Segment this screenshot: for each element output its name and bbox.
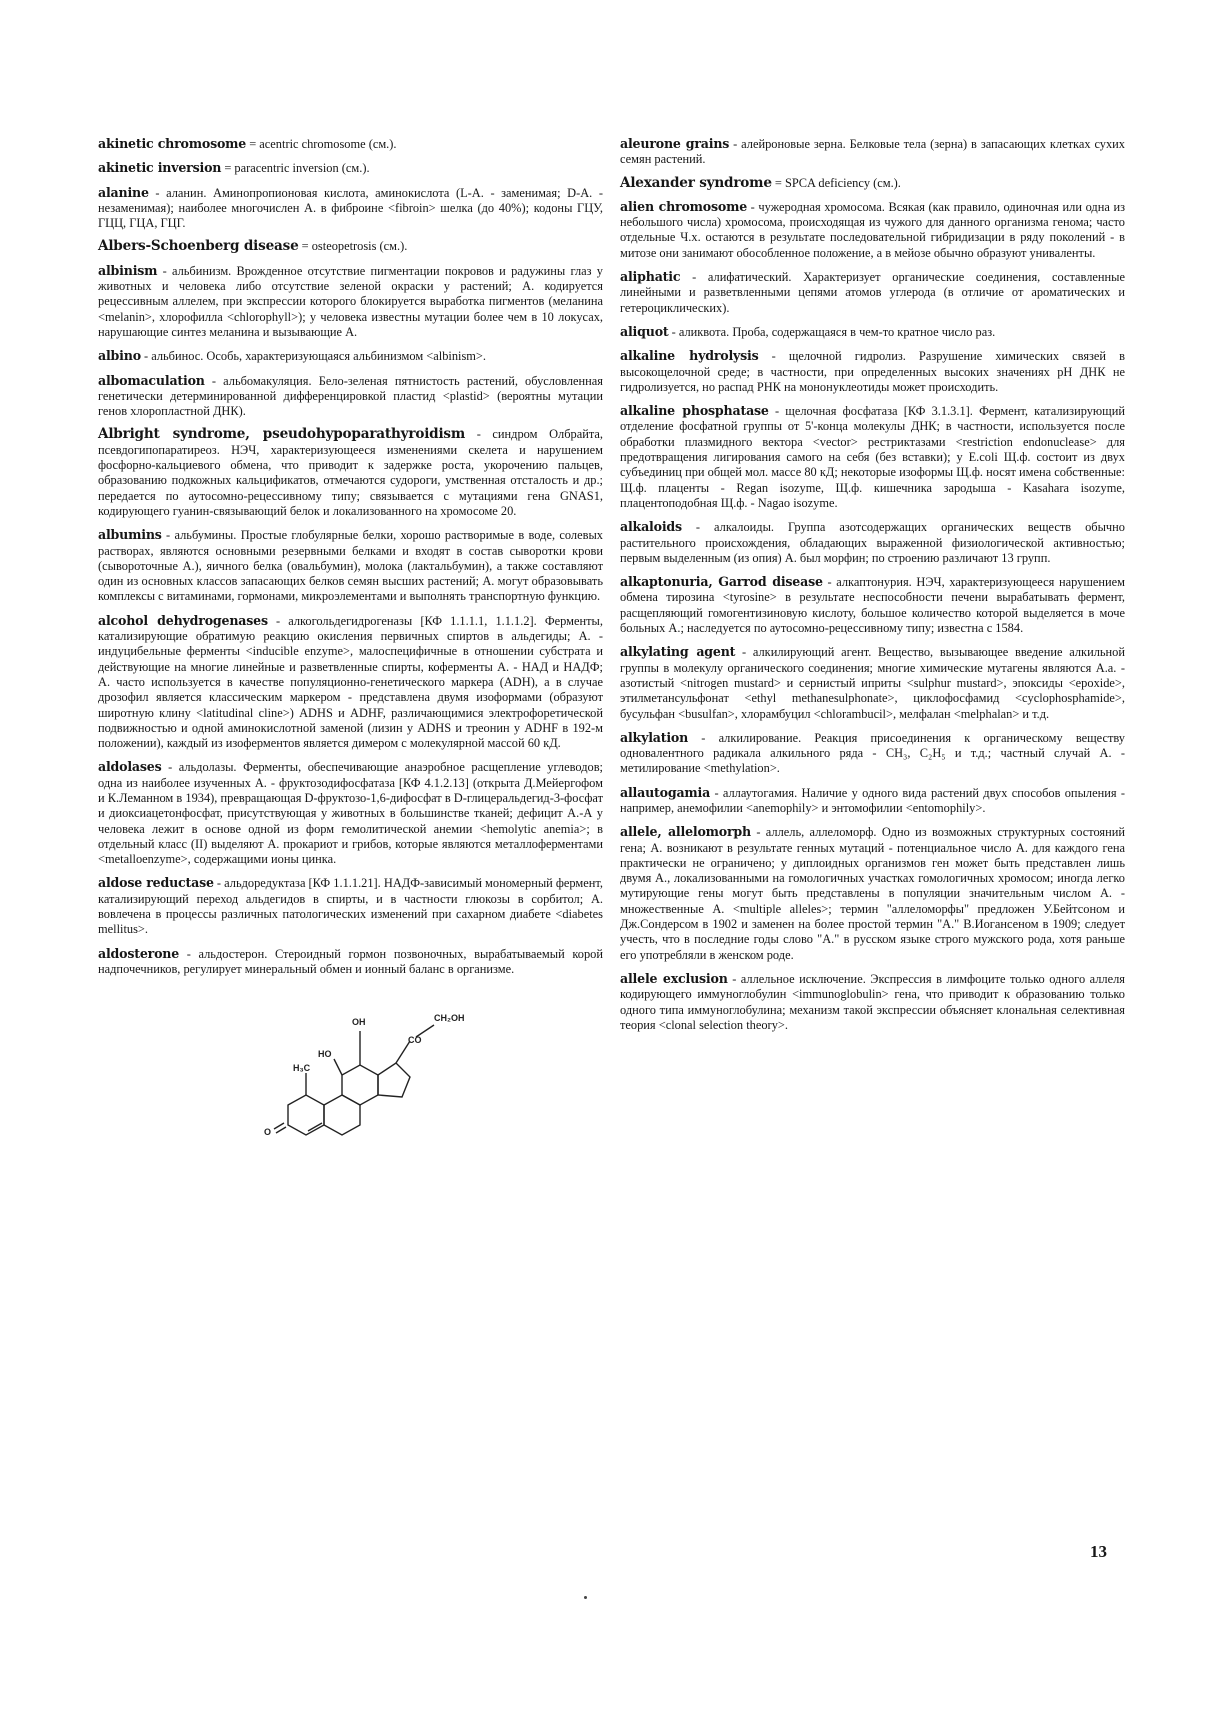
entry-allautogamia — [620, 785, 1125, 817]
page-number: 13 — [1090, 1542, 1107, 1561]
left-column — [98, 136, 603, 1165]
entry-albumins — [98, 527, 603, 604]
keto-bond — [274, 1123, 284, 1129]
definition: - альбинос. Особь, характеризующаяся альбинизмом <albinism>. — [144, 349, 487, 364]
headword: alkaline phosphatase — [620, 403, 769, 419]
entry-alcohol-dehydrogenases — [98, 613, 603, 752]
definition: - щелочная фосфатаза [КФ 3.1.3.1]. Фермент, катализирующий отделение фосфатной группы от 5'-конца молекулы ДНК; в частности, используется после обработки плазмидного вектора <vector> рестриктазами <restriction endonuclease> для предотвращения лигирования самого на себя (без вставки); у E.coli Щ.ф. состоит из двух субъединиц при общей мол. массе 80 кД; некоторые изоформы Щ.ф. носят имена собственные: Щ.ф. плаценты - Regan isozyme, Щ.ф. кишечника зародыша - Kasahara isozyme, плацентоподобная Щ.ф. - Nagao isozyme. — [620, 404, 1125, 510]
entry-akinetic-chromosome — [98, 136, 603, 152]
entry-allele — [620, 824, 1125, 963]
definition: - альдостерон. Стероидный гормон позвоночных, вырабатываемый корой надпочечников, регулирует минеральный обмен и ионный баланс в организме. — [98, 946, 603, 976]
scan-speck — [584, 1596, 587, 1599]
definition: - аллаутогамия. Наличие у одного вида растений двух способов опыления - например, анемофилии <anemophily> и энтомофилии <entomophily>. — [620, 785, 1125, 815]
headword: Albers-Schoenberg disease — [98, 238, 299, 255]
definition: - аликвота. Проба, содержащаяся в чем-то кратное число раз. — [671, 324, 996, 339]
definition: - аллель, аллеломорф. Одно из возможных структурных состояний гена; А. возникают в результате генных мутаций - потенциальное число А. для каждого гена практически не ограничено; у диплоидных организмов ген может быть представлен лишь двумя А., локализованными на гомологичных участках гомологичных хромосом; иногда легко мутирующие гены могут быть представлены в популяции значительным числом А. - множественные А. <multiple alleles>; термин "аллеломорфы" предложен У.Бейтсоном и Дж.Сондерсом в 1902 и заменен на более простой термин "А." В.Иогансеном в 1909; следует учесть, что в последние годы слово "А." в русском языке строго мужского рода, хотя раньше его употребляли в женском роде. — [620, 825, 1125, 962]
entry-albright-syndrome — [98, 427, 603, 519]
entry-albinism — [98, 263, 603, 340]
entry-akinetic-inversion — [98, 160, 603, 176]
headword: aliphatic — [620, 269, 681, 285]
right-column — [620, 136, 1125, 1041]
headword: aliquot — [620, 323, 669, 339]
entry-alexander-syndrome — [620, 176, 1125, 191]
definition: - алкилирование. Реакция присоединения к органическому веществу одновалентного радикала алкильного ряда - CH₃, C₂H₅ и т.д.; частный случай А. - метилирование <methylation>. — [620, 730, 1125, 776]
definition: - альбинизм. Врожденное отсутствие пигментации покровов и радужины глаз у животных и человека либо отсутствие зеленой окраски у растений; А. кодируется рецессивным аллелем, при экспрессии которого блокируется выработка пигментов (меланина <melanin>, хлорофилла <chlorophyll>); у человека известны мутации более чем в 10 локусах, нарушающие синтез меланина и вызывающие А. — [98, 263, 604, 339]
oh-label: OH — [352, 1017, 366, 1028]
entry-alkaline-phosphatase — [620, 403, 1125, 511]
entry-aliphatic — [620, 269, 1125, 316]
headword: alanine — [98, 184, 149, 200]
ring-a — [288, 1095, 324, 1135]
headword: aleurone grains — [620, 136, 730, 151]
h3c-label: H₃C — [293, 1063, 311, 1074]
headword: alkylating agent — [620, 644, 736, 660]
definition: = acentric chromosome (см.). — [249, 137, 397, 151]
entry-alkaloids — [620, 519, 1125, 566]
definition: = osteopetrosis (см.). — [301, 239, 408, 254]
entry-aleurone-grains — [620, 136, 1125, 168]
aldosterone-structure-diagram — [238, 985, 528, 1165]
definition: - алкогольдегидрогеназы [КФ 1.1.1.1, 1.1.1.2]. Ферменты, катализирующие обратимую реакцию окисления первичных спиртов в альдегиды; А. - индуцибельные ферменты <inducible enzyme>, малоспецифичные в отношении субстрата и действующие на многие линейные и разветвленные спирты, коферменты А. - НАД и НАДФ; А. часто используется в качестве популяционно-генетического маркера (ADH), а в случае дрозофил является классическим маркером - представлена двумя изоформами (образуют широтную клину <latitudinal cline>) ADHS и ADHF, различающимися электрофоретической подвижностью и одной аминокислотной заменой (лизин у ADHS и треонин у ADHF в 192-м положении), каждый из изоферментов является димером с молекулярной массой 60 кД. — [98, 613, 603, 751]
definition: - алейроновые зерна. Белковые тела (зерна) в запасающих клетках сухих семян растений. — [620, 137, 1125, 167]
headword: alien chromosome — [620, 198, 748, 214]
headword: alkaloids — [620, 519, 682, 535]
definition: - альбумины. Простые глобулярные белки, хорошо растворимые в воде, солевых растворах, являются основными резервными белками и входят в состав сыворотки крови (сывороточные А.), яичного белка (овальбумин), молока (лактальбумин), а также составляют один из основных классов запасающих белков семян высших растений; А. могут образовывать комплексы с витаминами, гормонами, микроэлементами и выполнять транспортную функцию. — [98, 528, 603, 604]
definition: - синдром Олбрайта, псевдогипопаратиреоз. НЭЧ, характеризующееся изменениями скелета и нарушением фосфорно-кальциевого обмена, что приводит к задержке роста, укорочению пальцев, образованию подкожных кальцификатов, отмечаются судороги, умственная отсталость и др.; передается по аутосомно-рецессивному типу; связывается с мутациями гена GNAS1, кодирующего гуанин-связывающий белок и локализованного на хромосоме 20. — [98, 427, 603, 518]
definition: - чужеродная хромосома. Всякая (как правило, одиночная или одна из небольшого числа) хромосома, происходящая из чужого для данного организма генома; часто отдельные Ч.х. остаются в результате последовательной гибридизации в ряду поколений - в митозе они занимают обособленное положение, а в мейозе обычно образуют униваленты. — [620, 199, 1125, 260]
hydroxyl-bond — [334, 1059, 342, 1075]
headword: albumins — [98, 527, 162, 543]
headword: albomaculation — [98, 372, 205, 388]
headword: alkylation — [620, 729, 689, 745]
headword: aldosterone — [98, 945, 180, 961]
co-label: CO — [408, 1035, 422, 1046]
entry-albers-schoenberg-disease — [98, 239, 603, 254]
definition: - алкалоиды. Группа азотсодержащих органических веществ обычно растительного происхождения, обладающих выраженной физиологической активностью; первым выделенным (из опия) А. был морфин; по строению различают 13 групп. — [620, 520, 1125, 565]
definition: - альбомакуляция. Бело-зеленая пятнистость растений, обусловленная генетически детерминированной дифференцировкой пластид <plastid> (вероятны мутации генов хлоропластной ДНК). — [98, 373, 603, 419]
headword: allele, allelomorph — [620, 824, 751, 840]
definition: - аллельное исключение. Экспрессия в лимфоците только одного аллеля кодирующего иммуноглобулин <immunoglobulin> гена, что приводит к образованию только одного типа иммуноглобулина; механизм такой экспрессии объясняет клональная селективная теория <clonal selection theory>. — [620, 971, 1125, 1032]
headword: allele exclusion — [620, 970, 728, 986]
entry-albomaculation — [98, 373, 603, 420]
definition: - щелочной гидролиз. Разрушение химических связей в высокощелочной среде; в частности, при определенных высоких значениях pH ДНК не гидролизуется, но распад РНК на мононуклеотиды может происходить. — [620, 349, 1125, 394]
ring-c — [342, 1065, 378, 1105]
definition: = paracentric inversion (см.). — [224, 161, 370, 176]
headword: akinetic chromosome — [98, 136, 247, 151]
definition: - аланин. Аминопропионовая кислота, аминокислота (L-A. - заменимая; D-A. - незаменимая); наиболее многочислен А. в фиброине <fibroin> шелка (до 40%); кодоны ГЦУ, ГЦЦ, ГЦА, ГЦГ. — [98, 185, 603, 231]
ch2oh-label: CH₂OH — [434, 1013, 465, 1024]
headword: akinetic inversion — [98, 160, 222, 176]
headword: albinism — [98, 262, 158, 278]
entry-aldolases — [98, 759, 603, 867]
definition: - алифатический. Характеризует органические соединения, составленные линейными и разветвленными цепями атомов углерода (в отличие от ароматических и гетероциклических). — [620, 270, 1125, 315]
headword: aldose reductase — [98, 875, 214, 891]
keto-bond — [276, 1127, 286, 1133]
o-label: O — [264, 1127, 272, 1138]
entry-aldosterone — [98, 946, 603, 978]
ho-label: HO — [318, 1049, 332, 1060]
definition: - альдолазы. Ферменты, обеспечивающие анаэробное расщепление углеводов; одна из наиболее изученных А. - фруктозодифосфатаза [КФ 4.1.2.13] (открыта Д.Мейергофом и К.Леманном в 1934), превращающая D-фруктозо-1,6-дифосфат в D-глицеральдегид-3-фосфат и диоксиацетонфосфат, присутствующая у животных в большинстве тканей; дефицит А.-А у человека лежит в основе одной из форм гемолитической анемии <hemolytic anemia>; в отдельный класс (II) выделяют А. прокариот и грибов, которые являются металлоферментами <metalloenzyme>, содержащими ионы цинка. — [98, 760, 603, 867]
entry-alanine — [98, 185, 603, 232]
entry-alkylation — [620, 730, 1125, 777]
headword: aldolases — [98, 759, 162, 775]
entry-aliquot — [620, 324, 1125, 340]
entry-allele-exclusion — [620, 971, 1125, 1033]
entry-alkylating-agent — [620, 644, 1125, 721]
entry-aldose-reductase — [98, 875, 603, 937]
ring-d — [378, 1063, 410, 1097]
entry-albino — [98, 348, 603, 364]
headword: alcohol dehydrogenases — [98, 612, 268, 628]
headword: Alexander syndrome — [620, 174, 772, 191]
definition: - альдоредуктаза [КФ 1.1.1.21]. НАДФ-зависимый мономерный фермент, катализирующий переход альдегидов в спирты, и в частности глюкозы в сорбитол; А. вовлечена в процессы различных патологических изменений при сахарном диабете <diabetes mellitus>. — [98, 876, 603, 937]
headword: Albright syndrome, pseudohypoparathyroidism — [98, 426, 466, 443]
headword: albino — [98, 348, 141, 364]
definition: - алкаптонурия. НЭЧ, характеризующееся нарушением обмена тирозина <tyrosine> в результате неспособности печени вырабатывать фермент, расщепляющий гомогентизиновую кислоту, большое количество которой выделяется в моче больных А.; наследуется по аутосомно-рецессивному типу; известна с 1584. — [620, 575, 1125, 636]
headword: alkaptonuria, Garrod disease — [620, 574, 823, 590]
headword: alkaline hydrolysis — [620, 348, 759, 364]
entry-alien-chromosome — [620, 199, 1125, 261]
headword: allautogamia — [620, 784, 711, 800]
entry-alkaline-hydrolysis — [620, 348, 1125, 395]
entry-alkaptonuria — [620, 574, 1125, 636]
definition: = SPCA deficiency (см.). — [774, 175, 901, 190]
definition: - алкилирующий агент. Вещество, вызывающее введение алкильной группы в молекулу органического соединения; многие химические мутагены являются А.а. - азотистый <nitrogen mustard> и сернистый иприты <sulphur mustard>, эпоксиды <epoxide>, этилметансульфонат <ethyl methanesulphonate>, циклофосфамид <cyclophosphamide>, бусульфан <busulfan>, хлорамбуцил <chlorambucil>, мелфалан <melphalan> и т.д. — [620, 645, 1125, 721]
ring-b — [324, 1095, 360, 1135]
